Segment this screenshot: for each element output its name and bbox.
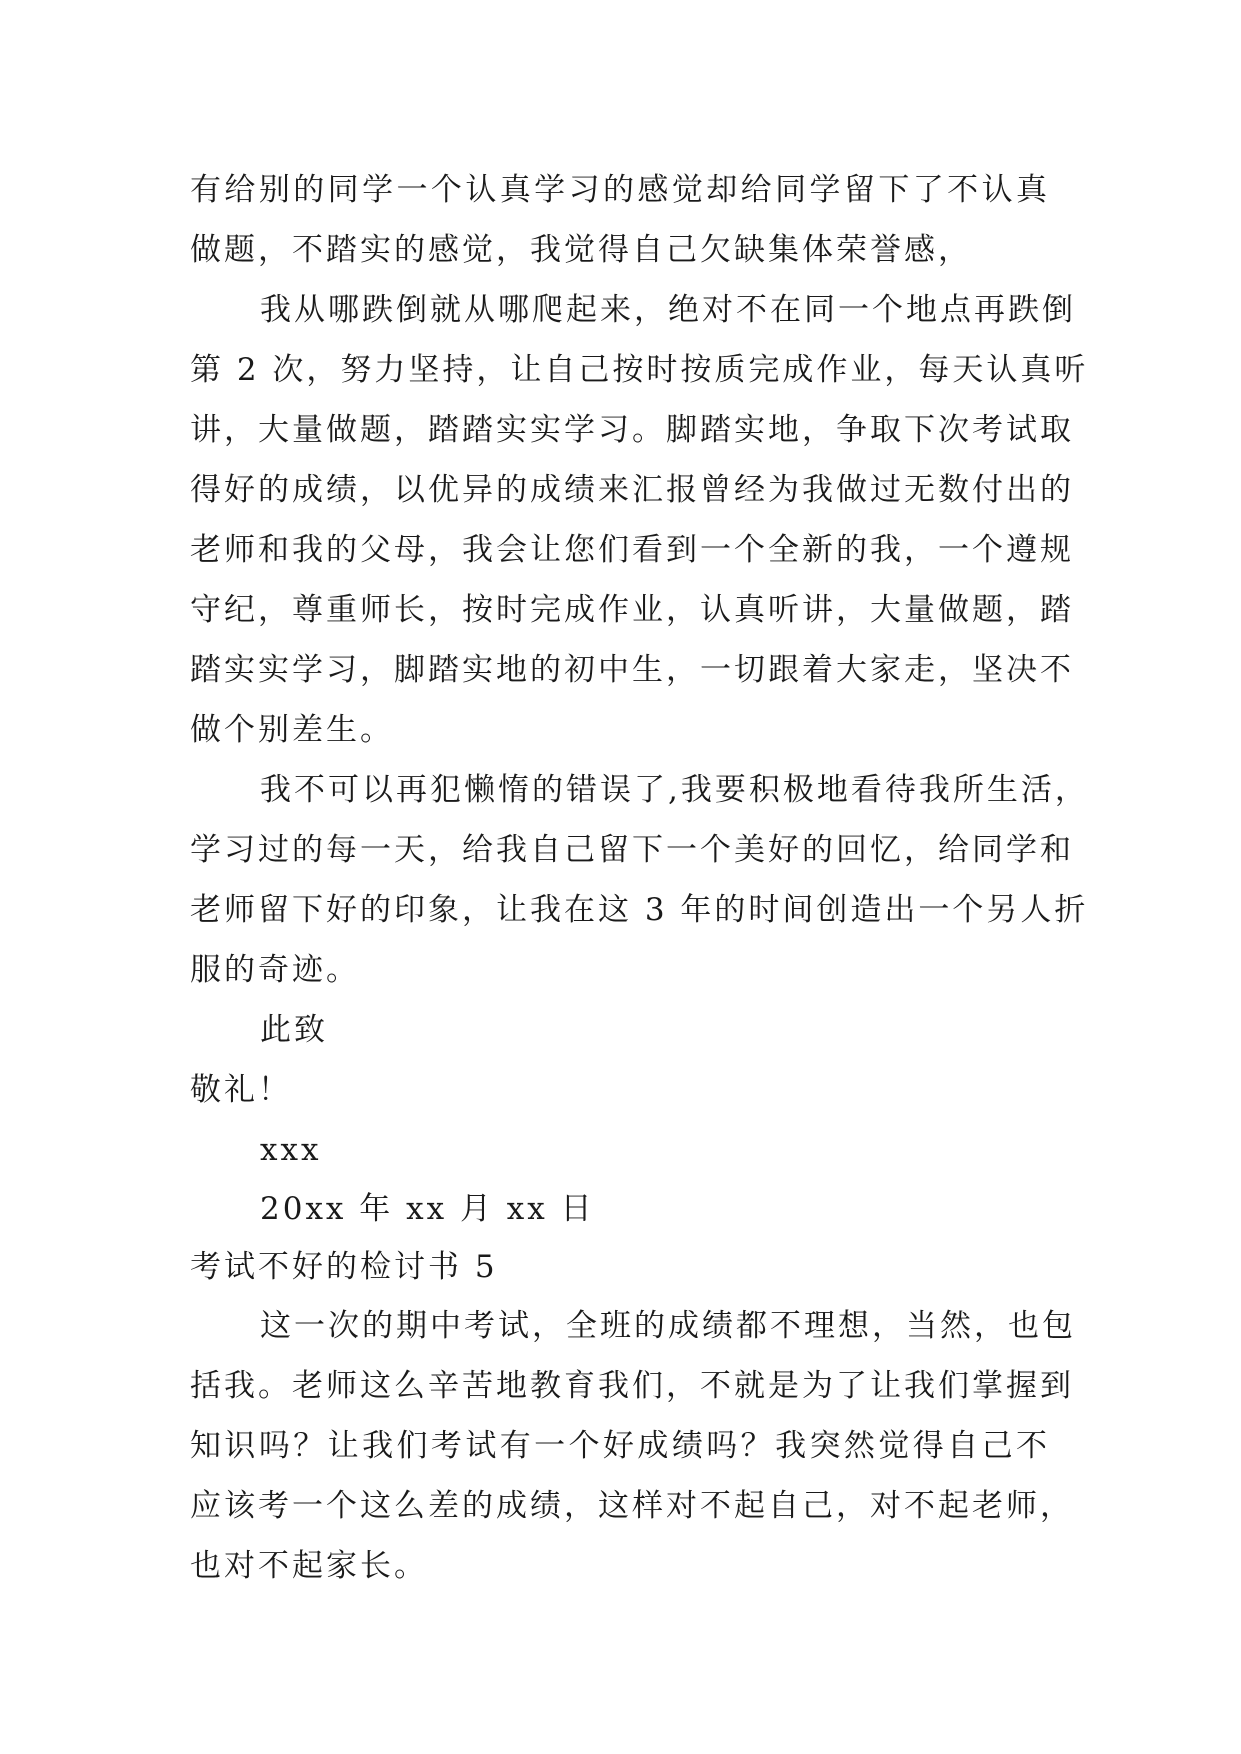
text-line: 老师和我的父母，我会让您们看到一个全新的我，一个遵规 — [190, 532, 1074, 568]
text-line: 有给别的同学一个认真学习的感觉却给同学留下了不认真 — [190, 172, 1050, 208]
paragraph-start-line: 我从哪跌倒就从哪爬起来，绝对不在同一个地点再跌倒 — [260, 292, 1076, 328]
signature-date: 20xx 年 xx 月 xx 日 — [260, 1191, 595, 1227]
text-line: 得好的成绩，以优异的成绩来汇报曾经为我做过无数付出的 — [190, 472, 1074, 508]
paragraph-start-line: 这一次的期中考试，全班的成绩都不理想，当然，也包 — [260, 1308, 1076, 1344]
section-heading: 考试不好的检讨书 5 — [190, 1249, 498, 1285]
text-line: 括我。老师这么辛苦地教育我们，不就是为了让我们掌握到 — [190, 1368, 1074, 1404]
text-line: 应该考一个这么差的成绩，这样对不起自己，对不起老师， — [190, 1488, 1074, 1524]
text-line: 老师留下好的印象，让我在这 3 年的时间创造出一个另人折 — [190, 892, 1089, 928]
signature-name: xxx — [260, 1132, 322, 1168]
text-line: 学习过的每一天，给我自己留下一个美好的回忆，给同学和 — [190, 832, 1074, 868]
text-line: 做题，不踏实的感觉，我觉得自己欠缺集体荣誉感， — [190, 232, 972, 268]
text-line: 第 2 次，努力坚持，让自己按时按质完成作业，每天认真听 — [190, 352, 1089, 388]
text-line: 服的奇迹。 — [190, 952, 360, 988]
text-line: 讲，大量做题，踏踏实实学习。脚踏实地，争取下次考试取 — [190, 412, 1074, 448]
paragraph-start-line: 我不可以再犯懒惰的错误了,我要积极地看待我所生活， — [260, 772, 1089, 808]
text-line: 做个别差生。 — [190, 712, 394, 748]
closing-salutation: 此致 — [260, 1012, 328, 1048]
closing-regards: 敬礼！ — [190, 1072, 292, 1108]
text-line: 也对不起家长。 — [190, 1548, 428, 1584]
text-line: 踏实实学习，脚踏实地的初中生，一切跟着大家走，坚决不 — [190, 652, 1074, 688]
text-line: 知识吗？让我们考试有一个好成绩吗？我突然觉得自己不 — [190, 1428, 1050, 1464]
text-line: 守纪，尊重师长，按时完成作业，认真听讲，大量做题，踏 — [190, 592, 1074, 628]
document-body — [190, 160, 1089, 1596]
